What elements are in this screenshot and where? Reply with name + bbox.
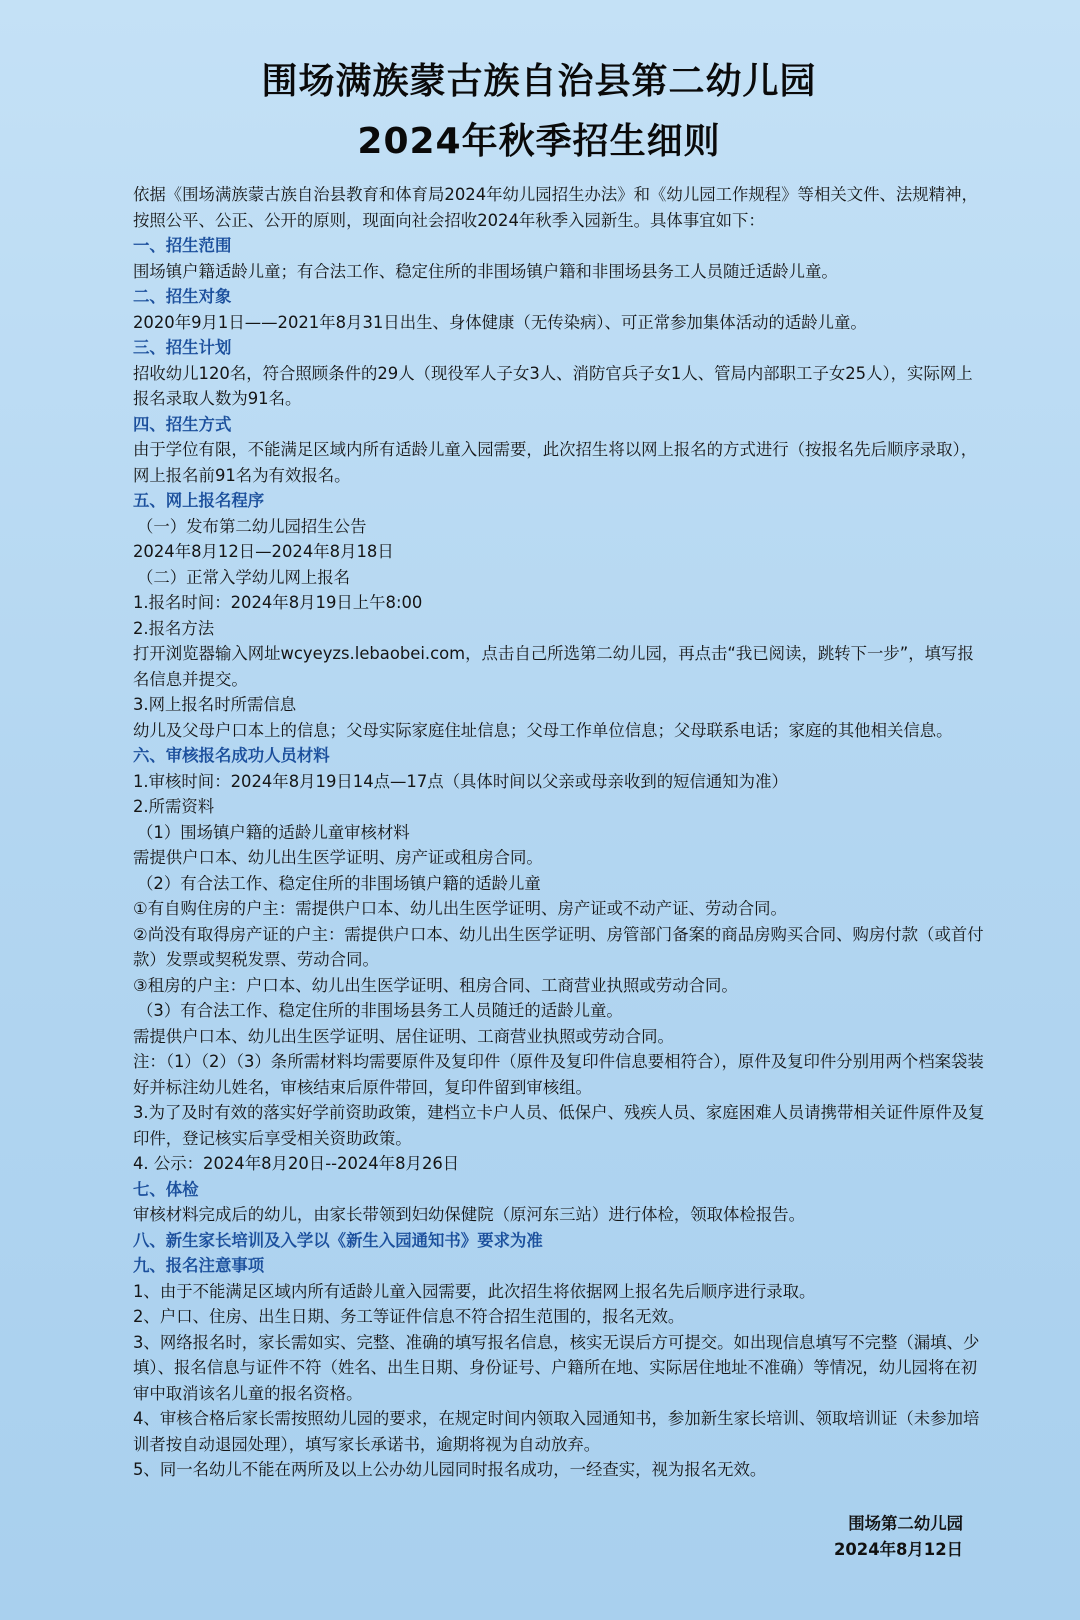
section-9-note-2: 2、户口、住房、出生日期、务工等证件信息不符合招生范围的，报名无效。 <box>133 1307 685 1326</box>
section-6-note: 注：（1）（2）（3）条所需材料均需要原件及复印件（原件及复印件信息要相符合），原件及复印件分别用两个档案袋装好并标注幼儿姓名，审核结束后原件带回，复印件留到审核组。 <box>133 1052 984 1097</box>
section-6-heading: 六、审核报名成功人员材料 <box>133 746 330 765</box>
section-4-heading: 四、招生方式 <box>133 414 232 434</box>
section-5-item-2: 2.报名方法 <box>133 618 215 638</box>
section-5-item-3: 3.网上报名时所需信息 <box>133 695 297 714</box>
section-5-sub-2: （二）正常入学幼儿网上报名 <box>137 567 351 587</box>
section-6-cond-1: （1）围场镇户籍的适龄儿童审核材料 <box>137 822 410 842</box>
section-3-text: 招收幼儿120名，符合照顾条件的29人（现役军人子女3人、消防官兵子女1人、管局内部职工子女25人），实际网上报名录取人数为91名。 <box>133 363 973 408</box>
title-line-1: 围场满族蒙古族自治县第二幼儿园 <box>261 61 817 102</box>
section-2-text: 2020年9月1日——2021年8月31日出生、身体健康（无传染病）、可正常参加集体活动的适龄儿童。 <box>133 312 867 332</box>
section-6-item-3: 3.为了及时有效的落实好学前资助政策，建档立卡户人员、低保户、残疾人员、家庭困难人员请携带相关证件原件及复印件，登记核实后享受相关资助政策。 <box>133 1103 985 1148</box>
section-5-item-2-text: 打开浏览器输入网址wcyeyzs.lebaobei.com，点击自己所选第二幼儿园，再点击“我已阅读，跳转下一步”，填写报名信息并提交。 <box>133 644 974 689</box>
signature-org: 围场第二幼儿园 <box>848 1514 963 1533</box>
section-9-note-4: 4、审核合格后家长需按照幼儿园的要求，在规定时间内领取入园通知书，参加新生家长培训、领取培训证（未参加培训者按自动退园处理），填写家长承诺书，逾期将视为自动放弃。 <box>133 1409 980 1454</box>
title-line-2: 2024年秋季招生细则 <box>357 121 721 162</box>
section-5-item-3-text: 幼儿及父母户口本上的信息；父母实际家庭住址信息；父母工作单位信息；父母联系电话；家庭的其他相关信息。 <box>133 720 953 740</box>
section-6-cond-2-a: ①有自购住房的户主：需提供户口本、幼儿出生医学证明、房产证或不动产证、劳动合同。 <box>133 899 787 918</box>
section-8-heading: 八、新生家长培训及入学以《新生入园通知书》要求为准 <box>133 1230 543 1250</box>
section-5-sub-1-date: 2024年8月12日—2024年8月18日 <box>133 542 394 561</box>
section-4-text: 由于学位有限，不能满足区域内所有适龄儿童入园需要，此次招生将以网上报名的方式进行（按报名先后顺序录取），网上报名前91名为有效报名。 <box>133 440 978 485</box>
section-9-note-3: 3、网络报名时，家长需如实、完整、准确的填写报名信息，核实无误后方可提交。如出现信息填写不完整（漏填、少填）、报名信息与证件不符（姓名、出生日期、身份证号、户籍所在地、实际居住地址不准确）等情况，幼儿园将在初审中取消该名儿童的报名资格。 <box>133 1332 980 1403</box>
section-9-heading: 九、报名注意事项 <box>133 1256 265 1275</box>
notice-body <box>133 182 985 1483</box>
section-9-note-5: 5、同一名幼儿不能在两所及以上公办幼儿园同时报名成功，一经查实，视为报名无效。 <box>133 1460 767 1479</box>
section-2-heading: 二、招生对象 <box>133 287 232 306</box>
section-6-cond-2: （2）有合法工作、稳定住所的非围场镇户籍的适龄儿童 <box>137 873 541 893</box>
section-5-item-1: 1.报名时间：2024年8月19日上午8:00 <box>133 593 423 612</box>
section-9-note-1: 1、由于不能满足区域内所有适龄儿童入园需要，此次招生将依据网上报名先后顺序进行录取。 <box>133 1281 816 1301</box>
section-5-heading: 五、网上报名程序 <box>133 491 265 510</box>
intro-paragraph: 依据《围场满族蒙古族自治县教育和体育局2024年幼儿园招生办法》和《幼儿园工作规程》等相关文件、法规精神，按照公平、公正、公开的原则，现面向社会招收2024年秋季入园新生。具体事宜如下： <box>133 185 978 230</box>
signature-date: 2024年8月12日 <box>833 1540 963 1559</box>
section-6-cond-2-b: ②尚没有取得房产证的户主：需提供户口本、幼儿出生医学证明、房管部门备案的商品房购买合同、购房付款（或首付款）发票或契税发票、劳动合同。 <box>133 924 984 969</box>
section-1-heading: 一、招生范围 <box>133 236 232 255</box>
section-6-cond-2-c: ③租房的户主：户口本、幼儿出生医学证明、租房合同、工商营业执照或劳动合同。 <box>133 975 738 995</box>
section-3-heading: 三、招生计划 <box>133 338 232 357</box>
section-7-text: 审核材料完成后的幼儿，由家长带领到妇幼保健院（原河东三站）进行体检，领取体检报告。 <box>133 1205 806 1224</box>
section-6-cond-3: （3）有合法工作、稳定住所的非围场县务工人员随迁的适龄儿童。 <box>137 1001 623 1020</box>
section-6-item-1: 1.审核时间：2024年8月19日14点—17点（具体时间以父亲或母亲收到的短信通知为准） <box>133 771 788 791</box>
section-6-item-2: 2.所需资料 <box>133 797 215 816</box>
section-7-heading: 七、体检 <box>133 1179 199 1199</box>
section-1-text: 围场镇户籍适龄儿童；有合法工作、稳定住所的非围场镇户籍和非围场县务工人员随迁适龄儿童。 <box>133 261 838 281</box>
section-6-cond-3-text: 需提供户口本、幼儿出生医学证明、居住证明、工商营业执照或劳动合同。 <box>133 1026 674 1046</box>
section-5-sub-1: （一）发布第二幼儿园招生公告 <box>137 516 367 536</box>
section-6-cond-1-text: 需提供户口本、幼儿出生医学证明、房产证或租房合同。 <box>133 848 543 867</box>
section-6-item-4: 4. 公示：2024年8月20日--2024年8月26日 <box>133 1154 460 1173</box>
